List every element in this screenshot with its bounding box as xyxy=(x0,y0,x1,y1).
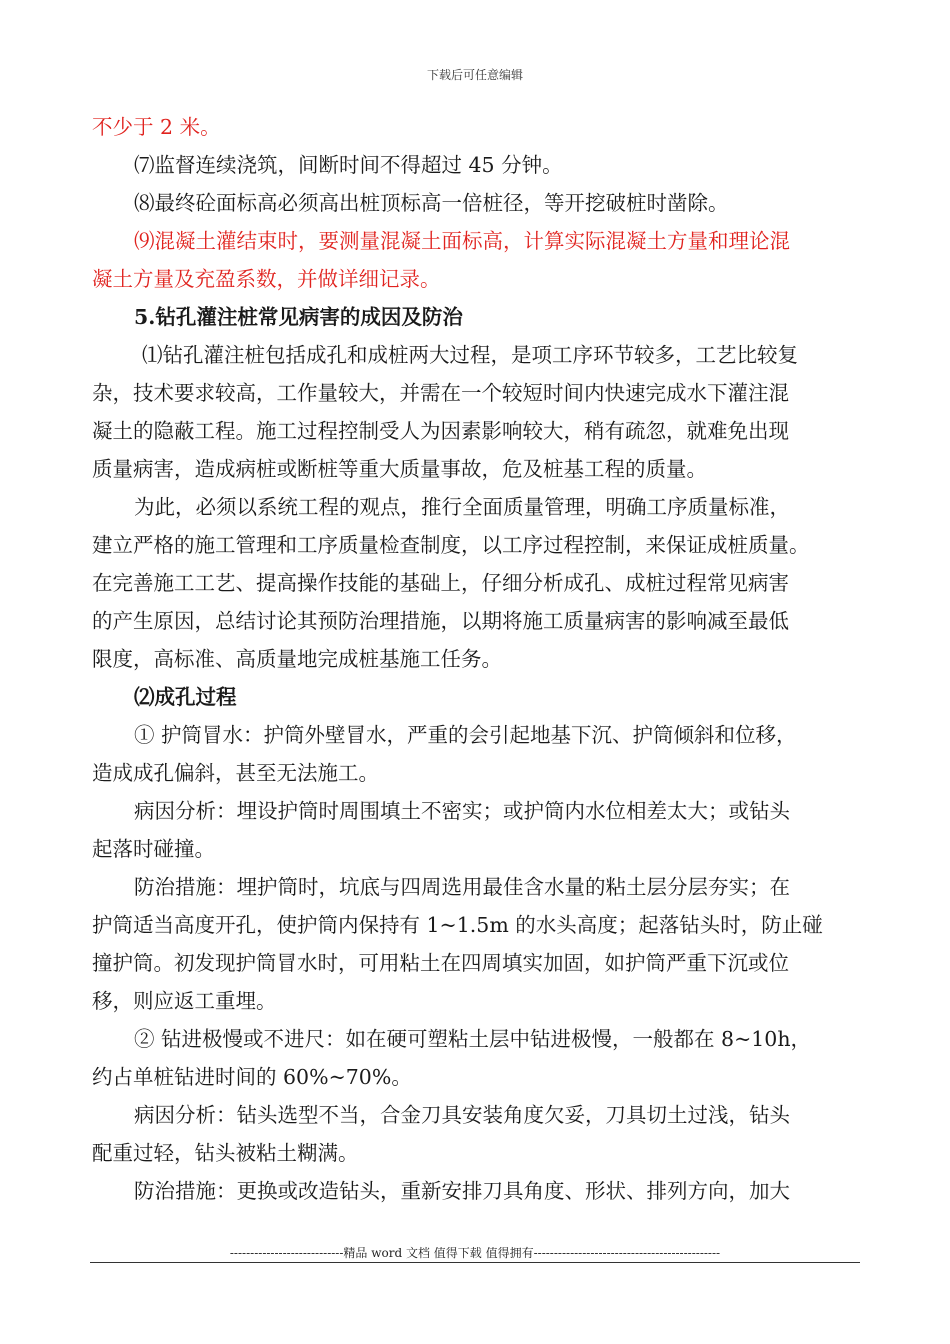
paragraph-line: 起落时碰撞。 xyxy=(92,837,215,861)
paragraph-line: ① 护筒冒水：护筒外壁冒水，严重的会引起地基下沉、护筒倾斜和位移， xyxy=(134,723,797,747)
paragraph-line: 杂，技术要求较高，工作量较大，并需在一个较短时间内快速完成水下灌注混 xyxy=(92,381,789,405)
paragraph-line: 限度，高标准、高质量地完成桩基施工任务。 xyxy=(92,647,502,671)
paragraph-line: 凝土方量及充盈系数，并做详细记录。 xyxy=(92,267,441,291)
paragraph-line: 为此，必须以系统工程的观点，推行全面质量管理，明确工序质量标准， xyxy=(134,495,790,519)
paragraph-line: ② 钻进极慢或不进尺：如在硬可塑粘土层中钻进极慢，一般都在 8~10h， xyxy=(134,1027,812,1051)
paragraph-line: ⑴钻孔灌注桩包括成孔和成桩两大过程，是项工序环节较多，工艺比较复 xyxy=(142,343,798,367)
paragraph-line: 护筒适当高度开孔，使护筒内保持有 1~1.5m 的水头高度；起落钻头时，防止碰 xyxy=(92,913,823,937)
paragraph-line: 不少于 2 米。 xyxy=(92,115,221,139)
page-header: 下载后可任意编辑 xyxy=(426,68,523,82)
paragraph-line: 建立严格的施工管理和工序质量检查制度，以工序过程控制，来保证成桩质量。 xyxy=(92,533,810,557)
paragraph-line: 在完善施工工艺、提高操作技能的基础上，仔细分析成孔、成桩过程常见病害 xyxy=(92,571,789,595)
paragraph-line: ⑻最终砼面标高必须高出桩顶标高一倍桩径，等开挖破桩时凿除。 xyxy=(134,191,729,215)
paragraph-line: 移，则应返工重埋。 xyxy=(92,989,277,1013)
paragraph-line: 约占单桩钻进时间的 60%~70%。 xyxy=(92,1065,412,1089)
paragraph-line: 的产生原因，总结讨论其预防治理措施，以期将施工质量病害的影响减至最低 xyxy=(92,609,789,633)
subsection-heading: ⑵成孔过程 xyxy=(134,685,237,709)
paragraph-line: ⑼混凝土灌结束时，要测量混凝土面标高，计算实际混凝土方量和理论混 xyxy=(134,229,790,253)
document-body xyxy=(92,108,862,1210)
paragraph-line: ⑺监督连续浇筑，间断时间不得超过 45 分钟。 xyxy=(134,153,563,177)
paragraph-line: 撞护筒。初发现护筒冒水时，可用粘土在四周填实加固，如护筒严重下沉或位 xyxy=(92,951,789,975)
paragraph-line: 病因分析：埋设护筒时周围填土不密实；或护筒内水位相差太大；或钻头 xyxy=(134,799,790,823)
paragraph-line: 造成成孔偏斜，甚至无法施工。 xyxy=(92,761,379,785)
paragraph-line: 防治措施：更换或改造钻头，重新安排刀具角度、形状、排列方向，加大 xyxy=(134,1179,790,1203)
page-footer: ----------------------------精品 word 文档 值得下载 值得拥有---------------------------------------------- xyxy=(229,1246,721,1260)
paragraph-line: 防治措施：埋护筒时，坑底与四周选用最佳含水量的粘土层分层夯实；在 xyxy=(134,875,790,899)
paragraph-line: 配重过轻，钻头被粘土糊满。 xyxy=(92,1141,359,1165)
footer-divider xyxy=(90,1262,860,1263)
paragraph-line: 凝土的隐蔽工程。施工过程控制受人为因素影响较大，稍有疏忽，就难免出现 xyxy=(92,419,789,443)
paragraph-line: 质量病害，造成病桩或断桩等重大质量事故，危及桩基工程的质量。 xyxy=(92,457,707,481)
paragraph-line: 病因分析：钻头选型不当，合金刀具安装角度欠妥，刀具切土过浅，钻头 xyxy=(134,1103,790,1127)
section-heading: 5.钻孔灌注桩常见病害的成因及防治 xyxy=(134,305,463,329)
